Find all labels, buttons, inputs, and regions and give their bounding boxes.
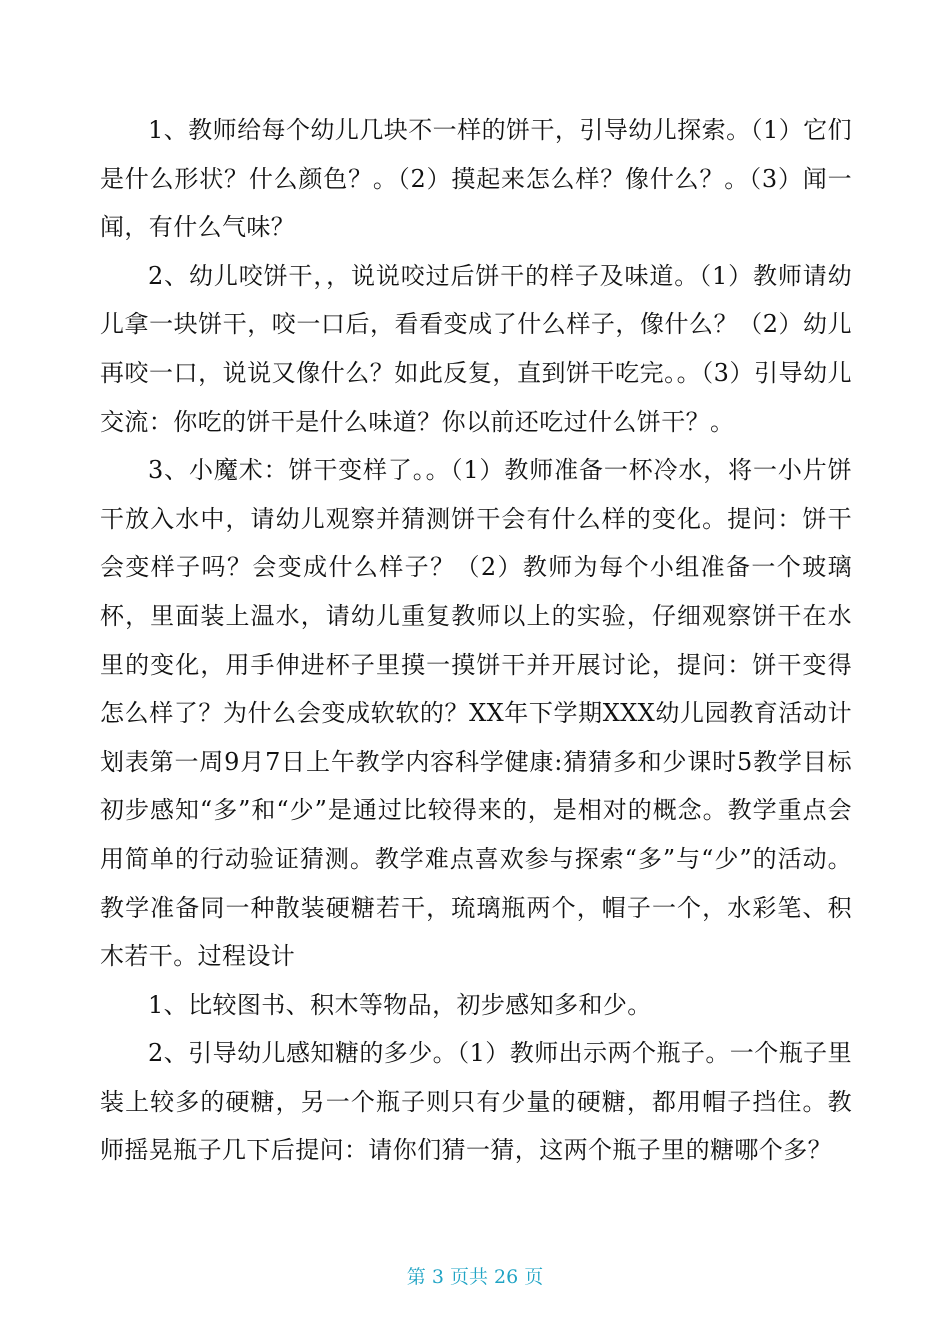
document-body — [100, 106, 852, 1175]
paragraph-3: 3、小魔术：饼干变样了。。（1）教师准备一杯冷水，将一小片饼干放入水中，请幼儿观察并猜测饼干会有什么样的变化。提问：饼干会变样子吗？会变成什么样子？（2）教师为每个小组准备一个玻璃杯，里面装上温水，请幼儿重复教师以上的实验，仔细观察饼干在水里的变化，用手伸进杯子里摸一摸饼干并开展讨论，提问：饼干变得怎么样了？为什么会变成软软的？XX年下学期XXX幼儿园教育活动计划表第一周9月7日上午教学内容科学健康:猜猜多和少课时5教学目标初步感知“多”和“少”是通过比较得来的，是相对的概念。教学重点会用简单的行动验证猜测。教学难点喜欢参与探索“多”与“少”的活动。教学准备同一种散装硬糖若干，琉璃瓶两个，帽子一个，水彩笔、积木若干。过程设计 — [100, 456, 852, 971]
page-footer: 第 3 页共 26 页 — [406, 1266, 544, 1288]
paragraph-1: 1、教师给每个幼儿几块不一样的饼干，引导幼儿探索。（1）它们是什么形状？什么颜色？。（2）摸起来怎么样？像什么？。（3）闻一闻，有什么气味？ — [100, 116, 852, 242]
paragraph-2: 2、幼儿咬饼干，，说说咬过后饼干的样子及味道。（1）教师请幼儿拿一块饼干，咬一口后，看看变成了什么样子，像什么？（2）幼儿再咬一口，说说又像什么？如此反复，直到饼干吃完。。（3）引导幼儿交流：你吃的饼干是什么味道？你以前还吃过什么饼干？。 — [100, 261, 852, 436]
paragraph-5: 2、引导幼儿感知糖的多少。（1）教师出示两个瓶子。一个瓶子里装上较多的硬糖，另一个瓶子则只有少量的硬糖，都用帽子挡住。教师摇晃瓶子几下后提问：请你们猜一猜，这两个瓶子里的糖哪个多？ — [100, 1039, 852, 1165]
paragraph-4: 1、比较图书、积木等物品，初步感知多和少。 — [148, 990, 652, 1019]
